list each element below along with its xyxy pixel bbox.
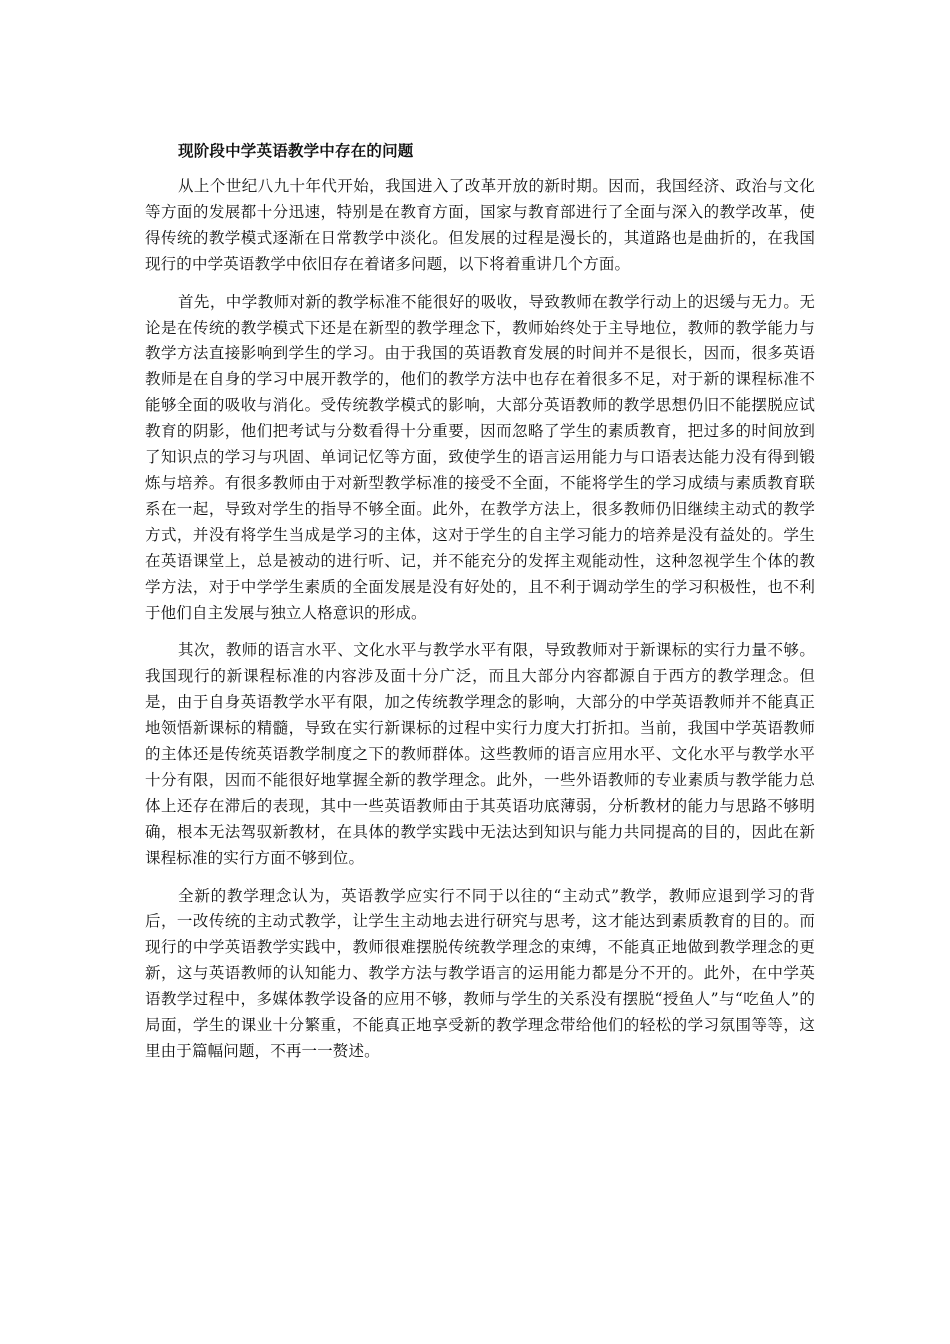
page-title: 现阶段中学英语教学中存在的问题 (178, 141, 414, 160)
paragraph-1: 从上个世纪八九十年代开始，我国进入了改革开放的新时期。因而，我国经济、政治与文化等方面的发展都十分迅速，特别是在教育方面，国家与教育部进行了全面与深入的教学改革，使得传统的教学模式逐渐在日常教学中淡化。但发展的过程是漫长的，其道路也是曲折的，在我国现行的中学英语教学中依旧存在着诸多问题，以下将着重讲几个方面。 (145, 177, 815, 273)
paragraph-4: 全新的教学理念认为，英语教学应实行不同于以往的“主动式”教学，教师应退到学习的背后，一改传统的主动式教学，让学生主动地去进行研究与思考，这才能达到素质教育的目的。而现行的中学英语教学实践中，教师很难摆脱传统教学理念的束缚，不能真正地做到教学理念的更新，这与英语教师的认知能力、教学方法与教学语言的运用能力都是分不开的。此外，在中学英语教学过程中，多媒体教学设备的应用不够，教师与学生的关系没有摆脱“授鱼人”与“吃鱼人”的局面，学生的课业十分繁重，不能真正地享受新的教学理念带给他们的轻松的学习氛围等等，这里由于篇幅问题，不再一一赘述。 (145, 886, 815, 1060)
paragraph-2: 首先，中学教师对新的教学标准不能很好的吸收，导致教师在教学行动上的迟缓与无力。无论是在传统的教学模式下还是在新型的教学理念下，教师始终处于主导地位，教师的教学能力与教学方法直接影响到学生的学习。由于我国的英语教育发展的时间并不是很长，因而，很多英语教师是在自身的学习中展开教学的，他们的教学方法中也存在着很多不足，对于新的课程标准不能够全面的吸收与消化。受传统教学模式的影响，大部分英语教师的教学思想仍旧不能摆脱应试教育的阴影，他们把考试与分数看得十分重要，因而忽略了学生的素质教育，把过多的时间放到了知识点的学习与巩固、单词记忆等方面，致使学生的语言运用能力与口语表达能力没有得到锻炼与培养。有很多教师由于对新型教学标准的接受不全面，不能将学生的学习成绩与素质教育联系在一起，导致对学生的指导不够全面。此外，在教学方法上，很多教师仍旧继续主动式的教学方式，并没有将学生当成是学习的主体，这对于学生的自主学习能力的培养是没有益处的。学生在英语课堂上，总是被动的进行听、记，并不能充分的发挥主观能动性，这种忽视学生个体的教学方法，对于中学学生素质的全面发展是没有好处的，且不利于调动学生的学习积极性，也不利于他们自主发展与独立人格意识的形成。 (145, 292, 815, 622)
paragraph-3: 其次，教师的语言水平、文化水平与教学水平有限，导致教师对于新课标的实行力量不够。我国现行的新课程标准的内容涉及面十分广泛，而且大部分内容都源自于西方的教学理念。但是，由于自身英语教学水平有限，加之传统教学理念的影响，大部分的中学英语教师并不能真正地领悟新课标的精髓，导致在实行新课标的过程中实行力度大打折扣。当前，我国中学英语教师的主体还是传统英语教学制度之下的教师群体。这些教师的语言应用水平、文化水平与教学水平十分有限，因而不能很好地掌握全新的教学理念。此外，一些外语教师的专业素质与教学能力总体上还存在滞后的表现，其中一些英语教师由于其英语功底薄弱，分析教材的能力与思路不够明确，根本无法驾驭新教材，在具体的教学实践中无法达到知识与能力共同提高的目的，因此在新课程标准的实行方面不够到位。 (145, 641, 815, 867)
document-body (145, 138, 815, 1077)
